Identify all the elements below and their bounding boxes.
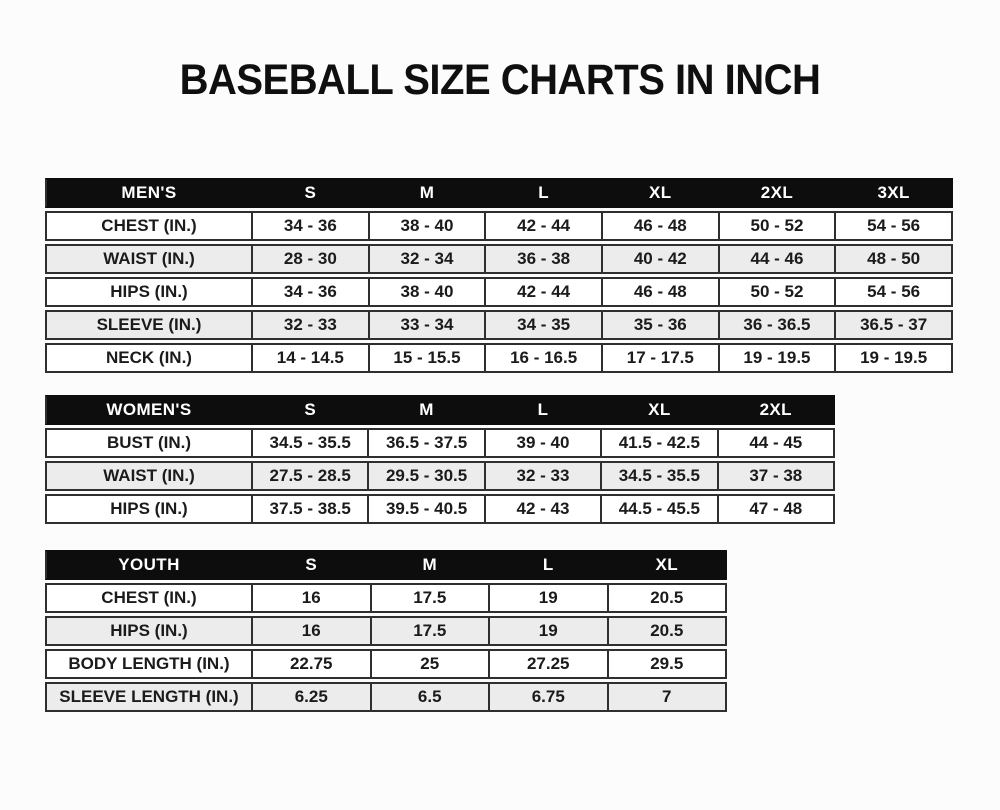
table-row: [45, 244, 953, 274]
column-header: L: [486, 178, 603, 208]
size-cell: 6.5: [372, 682, 491, 712]
table-row: [45, 682, 727, 712]
row-label: NECK (IN.): [45, 343, 253, 373]
size-cell: 47 - 48: [719, 494, 835, 524]
column-header: S: [253, 550, 372, 580]
table-row: [45, 277, 953, 307]
row-label: HIPS (IN.): [45, 494, 253, 524]
table-row: [45, 649, 727, 679]
size-cell: 46 - 48: [603, 211, 720, 241]
size-cell: 54 - 56: [836, 211, 953, 241]
size-cell: 17.5: [372, 616, 491, 646]
page-title: BASEBALL SIZE CHARTS IN INCH: [179, 56, 821, 104]
size-cell: 42 - 43: [486, 494, 602, 524]
row-label: HIPS (IN.): [45, 616, 253, 646]
size-cell: 25: [372, 649, 491, 679]
size-cell: 36.5 - 37.5: [369, 428, 485, 458]
header-row: [45, 178, 953, 208]
size-cell: 36 - 38: [486, 244, 603, 274]
size-table-mens: [45, 175, 953, 376]
size-cell: 14 - 14.5: [253, 343, 370, 373]
row-label: CHEST (IN.): [45, 211, 253, 241]
size-cell: 54 - 56: [836, 277, 953, 307]
column-header: M: [369, 395, 485, 425]
size-table-youth: [45, 547, 727, 715]
size-cell: 19 - 19.5: [836, 343, 953, 373]
size-cell: 6.25: [253, 682, 372, 712]
table-title-cell: YOUTH: [45, 550, 253, 580]
size-cell: 29.5: [609, 649, 728, 679]
size-cell: 38 - 40: [370, 211, 487, 241]
size-cell: 32 - 34: [370, 244, 487, 274]
row-label: WAIST (IN.): [45, 461, 253, 491]
size-cell: 34 - 35: [486, 310, 603, 340]
size-cell: 36.5 - 37: [836, 310, 953, 340]
size-cell: 15 - 15.5: [370, 343, 487, 373]
size-cell: 48 - 50: [836, 244, 953, 274]
table-row: [45, 211, 953, 241]
size-cell: 28 - 30: [253, 244, 370, 274]
size-cell: 50 - 52: [720, 211, 837, 241]
table-row: [45, 616, 727, 646]
size-cell: 22.75: [253, 649, 372, 679]
size-cell: 41.5 - 42.5: [602, 428, 718, 458]
size-cell: 37.5 - 38.5: [253, 494, 369, 524]
size-cell: 50 - 52: [720, 277, 837, 307]
size-cell: 16 - 16.5: [486, 343, 603, 373]
size-cell: 19 - 19.5: [720, 343, 837, 373]
column-header: XL: [603, 178, 720, 208]
size-cell: 20.5: [609, 616, 728, 646]
row-label: SLEEVE LENGTH (IN.): [45, 682, 253, 712]
column-header: 3XL: [836, 178, 953, 208]
size-cell: 17.5: [372, 583, 491, 613]
size-cell: 34 - 36: [253, 277, 370, 307]
size-table-womens: [45, 392, 835, 527]
table-title-cell: MEN'S: [45, 178, 253, 208]
table-row: [45, 461, 835, 491]
size-cell: 16: [253, 616, 372, 646]
column-header: M: [372, 550, 491, 580]
size-cell: 32 - 33: [486, 461, 602, 491]
table-row: [45, 494, 835, 524]
size-cell: 16: [253, 583, 372, 613]
size-cell: 42 - 44: [486, 277, 603, 307]
table-title-cell: WOMEN'S: [45, 395, 253, 425]
size-cell: 32 - 33: [253, 310, 370, 340]
table-row: [45, 343, 953, 373]
size-cell: 40 - 42: [603, 244, 720, 274]
row-label: WAIST (IN.): [45, 244, 253, 274]
column-header: XL: [609, 550, 728, 580]
row-label: HIPS (IN.): [45, 277, 253, 307]
column-header: L: [490, 550, 609, 580]
table-row: [45, 428, 835, 458]
size-chart-page: [0, 58, 1000, 715]
column-header: M: [370, 178, 487, 208]
size-cell: 42 - 44: [486, 211, 603, 241]
size-cell: 27.5 - 28.5: [253, 461, 369, 491]
size-cell: 44 - 45: [719, 428, 835, 458]
header-row: [45, 395, 835, 425]
size-cell: 44 - 46: [720, 244, 837, 274]
size-cell: 6.75: [490, 682, 609, 712]
header-row: [45, 550, 727, 580]
size-cell: 33 - 34: [370, 310, 487, 340]
column-header: S: [253, 178, 370, 208]
size-cell: 38 - 40: [370, 277, 487, 307]
size-cell: 29.5 - 30.5: [369, 461, 485, 491]
size-cell: 17 - 17.5: [603, 343, 720, 373]
size-cell: 37 - 38: [719, 461, 835, 491]
row-label: BUST (IN.): [45, 428, 253, 458]
size-cell: 20.5: [609, 583, 728, 613]
size-cell: 27.25: [490, 649, 609, 679]
column-header: XL: [602, 395, 718, 425]
size-cell: 19: [490, 616, 609, 646]
row-label: CHEST (IN.): [45, 583, 253, 613]
size-cell: 35 - 36: [603, 310, 720, 340]
column-header: 2XL: [719, 395, 835, 425]
size-cell: 39 - 40: [486, 428, 602, 458]
size-cell: 39.5 - 40.5: [369, 494, 485, 524]
column-header: L: [486, 395, 602, 425]
size-cell: 46 - 48: [603, 277, 720, 307]
size-cell: 7: [609, 682, 728, 712]
table-row: [45, 310, 953, 340]
table-row: [45, 583, 727, 613]
size-cell: 19: [490, 583, 609, 613]
tables-container: [0, 175, 1000, 715]
column-header: 2XL: [720, 178, 837, 208]
row-label: SLEEVE (IN.): [45, 310, 253, 340]
size-cell: 34.5 - 35.5: [253, 428, 369, 458]
row-label: BODY LENGTH (IN.): [45, 649, 253, 679]
size-cell: 34.5 - 35.5: [602, 461, 718, 491]
size-cell: 36 - 36.5: [720, 310, 837, 340]
size-cell: 44.5 - 45.5: [602, 494, 718, 524]
column-header: S: [253, 395, 369, 425]
size-cell: 34 - 36: [253, 211, 370, 241]
